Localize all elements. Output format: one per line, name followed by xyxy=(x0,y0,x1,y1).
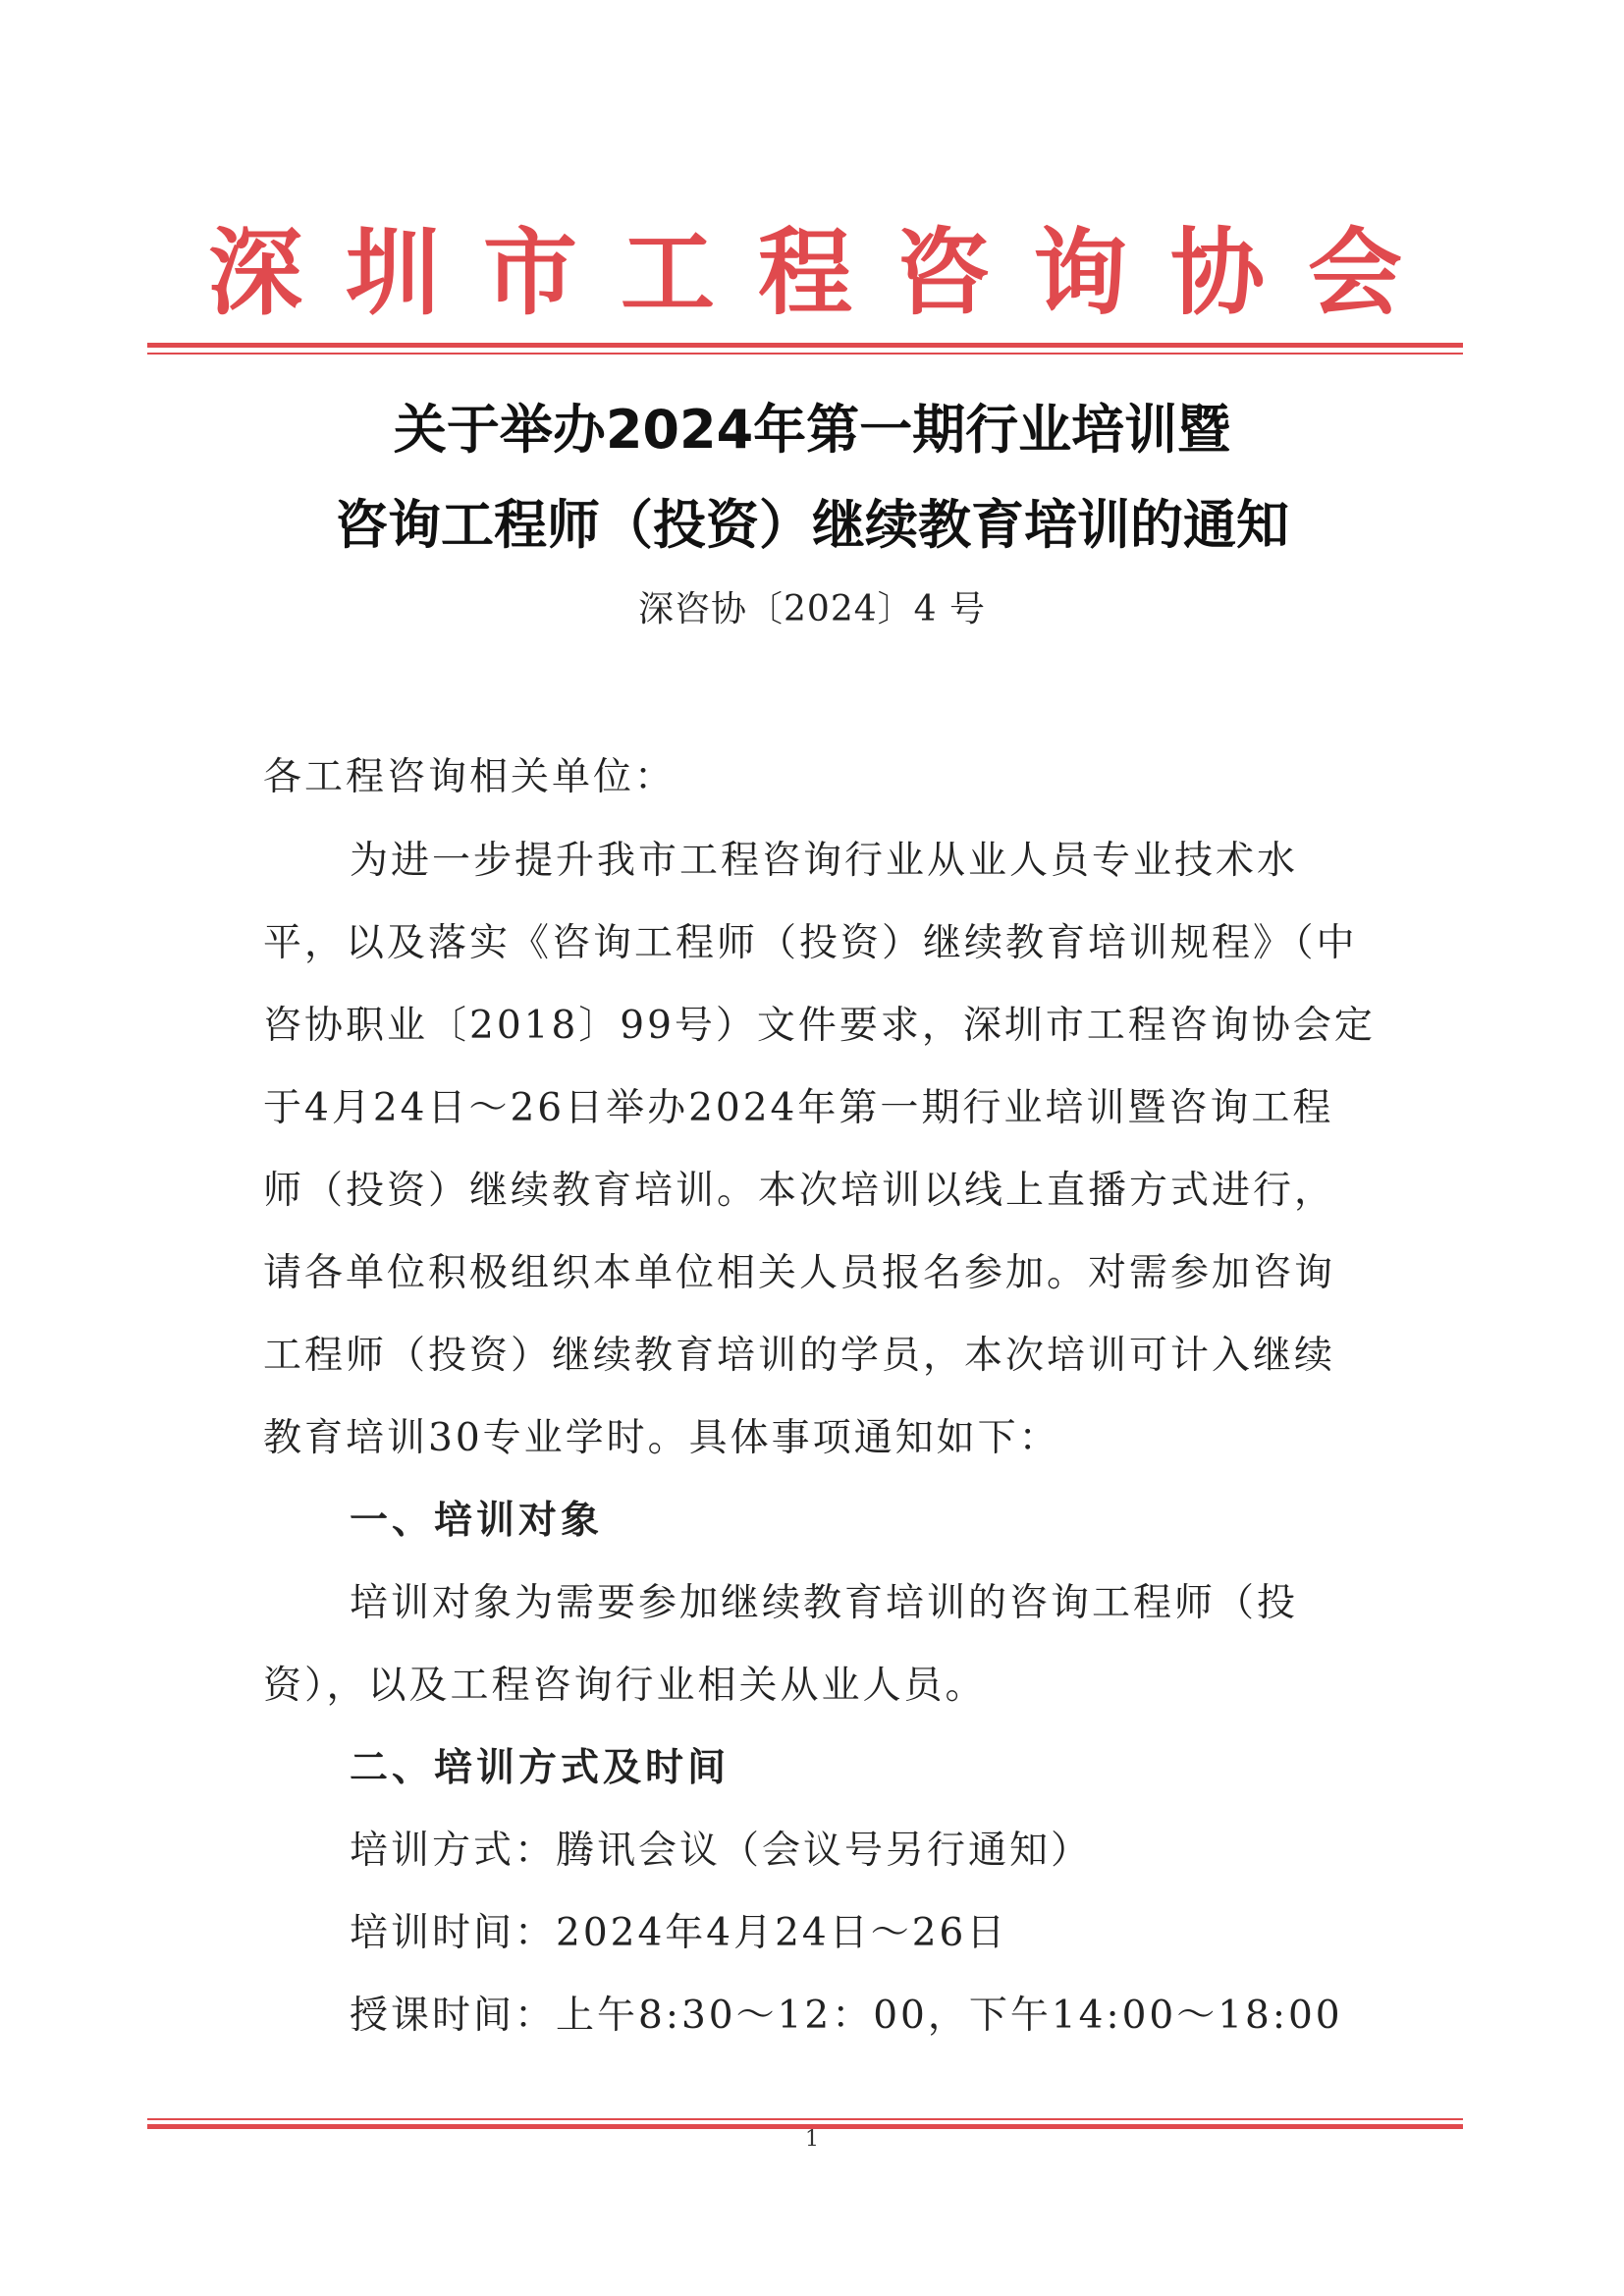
page-number: 1 xyxy=(805,2127,819,2152)
header-divider-thin xyxy=(147,353,1463,355)
document-title-line1: 关于举办2024年第一期行业培训暨 xyxy=(393,399,1231,461)
intro-line: 工程师（投资）继续教育培训的学员，本次培训可计入继续 xyxy=(263,1334,1336,1378)
intro-line: 教育培训30专业学时。具体事项通知如下： xyxy=(263,1416,1060,1460)
section1-line: 培训对象为需要参加继续教育培训的咨询工程师（投 xyxy=(350,1581,1299,1625)
header-divider-thick xyxy=(147,343,1463,348)
footer-divider-thin xyxy=(147,2118,1463,2120)
class-hours: 授课时间：上午8:30～12：00，下午14:00～18:00 xyxy=(350,1994,1343,2038)
section-heading-method-time: 二、培训方式及时间 xyxy=(350,1746,731,1790)
intro-line: 于4月24日～26日举办2024年第一期行业培训暨咨询工程 xyxy=(263,1086,1334,1130)
training-method: 培训方式：腾讯会议（会议号另行通知） xyxy=(350,1829,1093,1873)
document-number: 深咨协〔2024〕4 号 xyxy=(638,589,986,629)
section-heading-target: 一、培训对象 xyxy=(350,1499,604,1543)
organization-masthead: 深圳市工程咨询协会 xyxy=(208,217,1445,328)
training-dates: 培训时间：2024年4月24日～26日 xyxy=(350,1911,1008,1955)
intro-line: 平，以及落实《咨询工程师（投资）继续教育培训规程》（中 xyxy=(263,921,1358,965)
section1-line: 资），以及工程咨询行业相关从业人员。 xyxy=(263,1664,987,1708)
salutation: 各工程咨询相关单位： xyxy=(263,755,677,799)
intro-line: 请各单位积极组织本单位相关人员报名参加。对需参加咨询 xyxy=(263,1251,1336,1295)
document-title-line2: 咨询工程师（投资）继续教育培训的通知 xyxy=(335,494,1289,556)
intro-line: 师（投资）继续教育培训。本次培训以线上直播方式进行， xyxy=(263,1169,1336,1213)
intro-line: 咨协职业〔2018〕99号）文件要求，深圳市工程咨询协会定 xyxy=(263,1004,1376,1048)
intro-line: 为进一步提升我市工程咨询行业从业人员专业技术水 xyxy=(350,839,1299,883)
